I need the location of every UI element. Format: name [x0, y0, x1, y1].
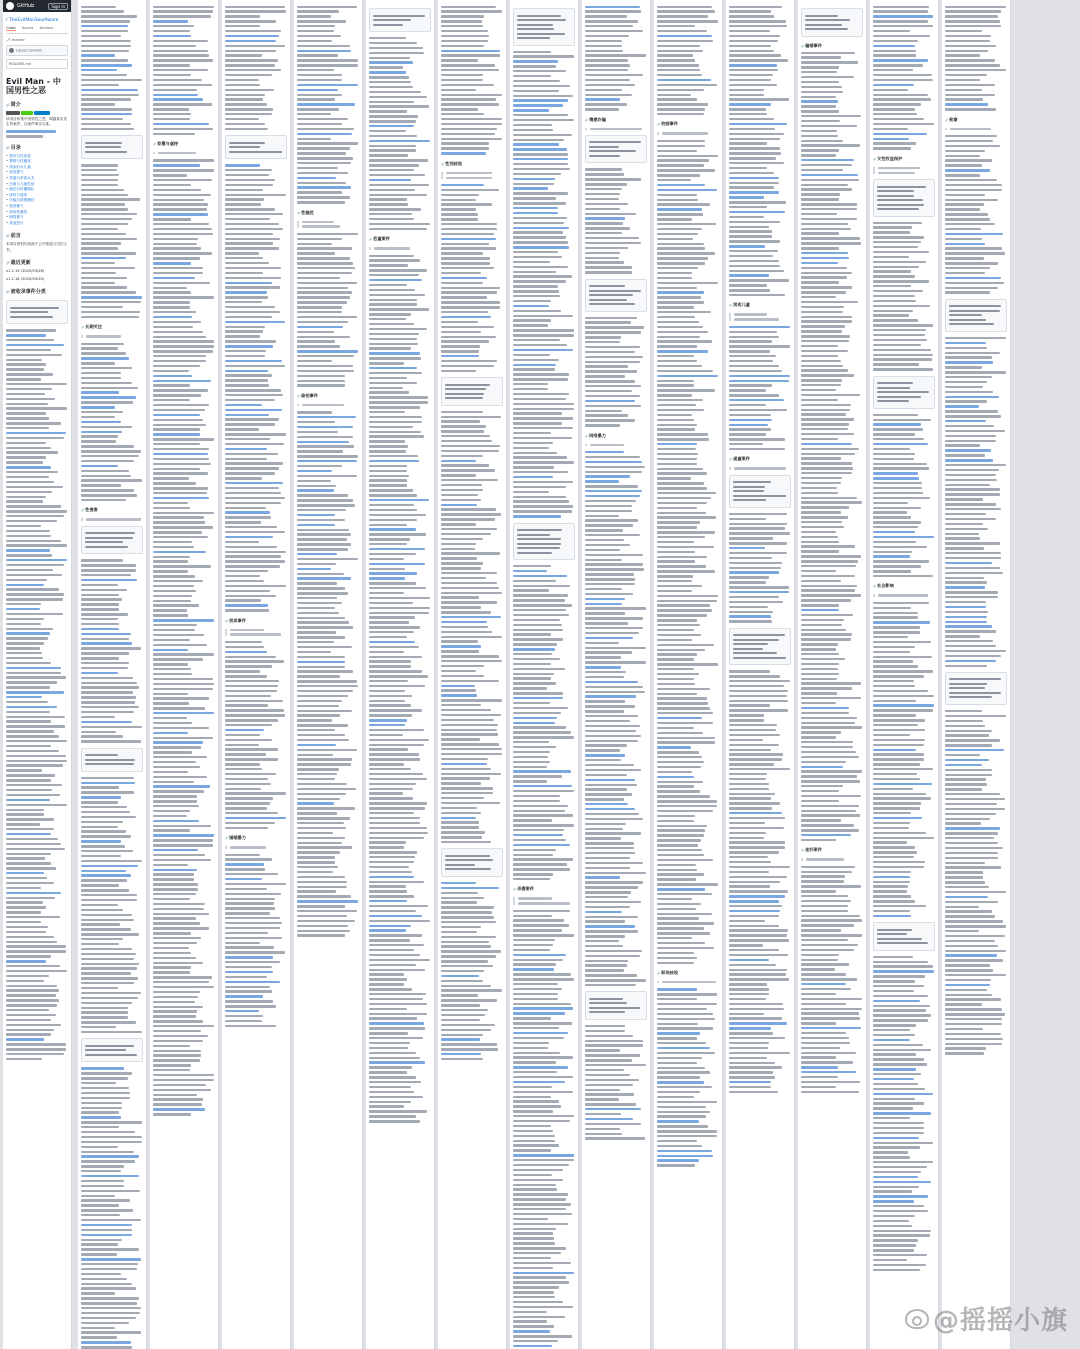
- code-block: [729, 628, 791, 666]
- repo-tabs: [6, 25, 68, 34]
- text-block: [225, 641, 287, 829]
- code-block: [441, 848, 503, 877]
- code-block: [873, 922, 935, 951]
- blockquote: [369, 247, 431, 249]
- readme-title: Evil Man - 中国男性之恶: [6, 77, 61, 95]
- text-block: [441, 882, 503, 1060]
- section-heading: 🔗 校园事件: [657, 121, 719, 127]
- text-block: [657, 988, 719, 1166]
- text-block: [153, 932, 215, 1115]
- text-block: [657, 6, 719, 116]
- section-heading: 🔗 杀妻案件: [513, 886, 575, 892]
- blockquote: [585, 128, 647, 130]
- toc-link[interactable]: • 虐待与遗弃: [6, 193, 68, 199]
- code-block: [81, 1038, 143, 1062]
- github-header: [3, 0, 71, 12]
- code-block: [513, 8, 575, 46]
- text-block: [801, 648, 863, 841]
- text-block: [225, 854, 287, 1028]
- section-intro-heading: 🔗 简介: [6, 101, 68, 108]
- text-block: [873, 6, 935, 150]
- text-block: [369, 690, 431, 864]
- text-block: [585, 637, 647, 825]
- section-heading: 🔗 性骚扰: [297, 210, 359, 216]
- text-block: [369, 1003, 431, 1123]
- text-block: [81, 777, 143, 926]
- text-block: [873, 1093, 935, 1271]
- section-heading: 🔗 家暴与虐待: [153, 141, 215, 147]
- text-block: [585, 1025, 647, 1140]
- repo-path-link[interactable]: / TheEvilManSoulAware: [6, 18, 59, 23]
- text-block: [513, 910, 575, 1079]
- page-strip-7: [438, 0, 507, 1349]
- toc-link[interactable]: • 偷拍与传播隐私: [6, 187, 68, 193]
- text-block: [441, 689, 503, 843]
- blockquote: [729, 467, 791, 469]
- text-block: [945, 498, 1007, 667]
- text-block: [657, 600, 719, 793]
- text-block: [153, 345, 215, 509]
- section-heading: 🔗 社会影响: [873, 583, 935, 589]
- text-block: [153, 629, 215, 754]
- sign-in-button[interactable]: Sign in: [48, 3, 68, 10]
- code-block: [873, 376, 935, 409]
- toc-link[interactable]: • 恋童与儿童性侵: [6, 182, 68, 188]
- text-block: [729, 6, 791, 155]
- code-block: [441, 377, 503, 406]
- update-item: v1.2.19 (2020/03/26): [6, 268, 45, 273]
- section-heading: 🔗 致谢: [945, 117, 1007, 123]
- text-block: [297, 233, 359, 387]
- text-block: [657, 419, 719, 597]
- text-block: [6, 329, 68, 1060]
- blockquote: [657, 132, 719, 134]
- tab-issues[interactable]: Issues: [21, 25, 34, 30]
- text-block: [585, 828, 647, 987]
- text-block: [513, 1081, 575, 1259]
- text-block: [297, 533, 359, 667]
- text-block: [369, 37, 431, 230]
- commit-label: Latest commit: [16, 48, 42, 53]
- branch-selector[interactable]: ⎇ master: [6, 37, 25, 42]
- toc-link[interactable]: • 网络暴力: [6, 215, 68, 221]
- page-strip-4: [222, 0, 291, 1349]
- text-block: [729, 326, 791, 451]
- section-preface-heading: 🔗 前言: [6, 232, 68, 239]
- text-block: [513, 51, 575, 239]
- section-heading: 🔗 恋童案件: [369, 236, 431, 242]
- text-block: [297, 6, 359, 204]
- text-block: [369, 255, 431, 360]
- section-heading: 🔗 性侵害: [81, 507, 143, 513]
- file-list: [6, 59, 68, 69]
- blockquote: [801, 858, 863, 860]
- code-block: [81, 748, 143, 772]
- text-block: [441, 411, 503, 565]
- text-block: [873, 602, 935, 736]
- text-block: [585, 168, 647, 273]
- text-block: [729, 157, 791, 296]
- badge-icon[interactable]: [6, 111, 20, 115]
- blockquote: [945, 128, 1007, 130]
- text-block: [801, 866, 863, 986]
- blockquote: [873, 167, 935, 174]
- text-block: [873, 956, 935, 1090]
- toc-link[interactable]: • 诈骗与情感操控: [6, 198, 68, 204]
- text-block: [729, 778, 791, 908]
- section-heading: 🔗 骗婚事件: [801, 43, 863, 49]
- page-strip-14: [942, 0, 1011, 1349]
- text-block: [369, 866, 431, 1000]
- tab-actions[interactable]: Actions: [39, 25, 54, 30]
- intro-text: 该项目收集中国男性之恶，揭露真实发生的案件，以案件事实为准。: [6, 117, 68, 127]
- weibo-icon: [905, 1309, 929, 1329]
- page-strip-9: [582, 0, 651, 1349]
- text-block: [225, 164, 287, 298]
- latest-commit: [6, 45, 68, 56]
- text-block: [513, 368, 575, 517]
- text-block: [873, 222, 935, 371]
- text-block: [657, 795, 719, 964]
- text-block: [369, 362, 431, 516]
- badge-icon[interactable]: [34, 111, 50, 115]
- blockquote: [81, 518, 143, 520]
- toc-link[interactable]: • 杀妻与杀害女友: [6, 176, 68, 182]
- toc-link[interactable]: • 家庭暴力: [6, 170, 68, 176]
- toc-link[interactable]: • 猥亵与性骚扰: [6, 159, 68, 165]
- watermark: [905, 1300, 1068, 1337]
- toc-link[interactable]: • 职场性骚扰: [6, 210, 68, 216]
- text-block: [153, 512, 215, 627]
- page-strip-12: [798, 0, 867, 1349]
- text-block: [585, 317, 647, 427]
- avatar: [9, 48, 14, 53]
- section-categories-heading: 🔗 被收录事件分类: [6, 288, 68, 295]
- branch-name: master: [11, 37, 25, 42]
- code-block: [945, 299, 1007, 332]
- text-block: [81, 1248, 143, 1349]
- text-block: [585, 451, 647, 634]
- toc-link[interactable]: • 拐卖妇女儿童: [6, 165, 68, 171]
- code-block: [873, 179, 935, 217]
- code-block: [729, 475, 791, 508]
- update-item: v1.2.18 (2020/03/20): [6, 277, 45, 282]
- toc-link[interactable]: • 校园暴力: [6, 204, 68, 210]
- blockquote: [297, 221, 359, 228]
- blockquote: [225, 629, 287, 636]
- text-block: [945, 710, 1007, 908]
- blockquote: [297, 404, 359, 406]
- text-block: [657, 140, 719, 245]
- text-block: [81, 928, 143, 1033]
- text-block: [81, 164, 143, 318]
- text-block: [729, 670, 791, 775]
- section-heading: 🔗 婚姻暴力: [225, 835, 287, 841]
- code-block: [369, 8, 431, 32]
- section-heading: 🔗 长期关注: [81, 324, 143, 330]
- text-block: [369, 519, 431, 688]
- text-block: [873, 414, 935, 578]
- text-block: [153, 159, 215, 342]
- text-block: [441, 567, 503, 687]
- toc-link[interactable]: • 其他恶行: [6, 221, 68, 227]
- page-strip-5: [294, 0, 363, 1349]
- badge-row: [6, 111, 68, 115]
- readme-file-link[interactable]: README.md: [9, 62, 32, 66]
- text-block: [801, 52, 863, 196]
- page-strip-6: [366, 0, 435, 1349]
- tab-code[interactable]: Code: [6, 25, 16, 30]
- section-heading: 🔗 拐卖儿童: [729, 302, 791, 308]
- text-block: [81, 1067, 143, 1245]
- text-block: [513, 1262, 575, 1349]
- code-block: [585, 991, 647, 1020]
- text-block: [945, 337, 1007, 496]
- blockquote: [81, 335, 143, 337]
- blockquote: [585, 444, 647, 446]
- text-block: [513, 565, 575, 709]
- text-block: [801, 988, 863, 1093]
- preface-text: 本项目资料均来源于公开报道与司法文书。: [6, 242, 68, 252]
- page-strip-11: [726, 0, 795, 1349]
- text-block: [945, 135, 1007, 294]
- text-block: [297, 411, 359, 531]
- section-heading: 🔗 性别歧视: [441, 161, 503, 167]
- section-heading: 🔗 虐童案件: [729, 456, 791, 462]
- site-name: GitHub: [17, 3, 35, 9]
- github-logo-icon[interactable]: [6, 2, 14, 10]
- text-block: [945, 6, 1007, 111]
- text-block: [225, 301, 287, 479]
- code-block: [513, 523, 575, 561]
- text-block: [81, 6, 143, 131]
- blockquote: [441, 172, 503, 179]
- text-block: [441, 184, 503, 372]
- text-block: [441, 6, 503, 155]
- page-strip-1: [3, 0, 72, 1349]
- text-block: [225, 6, 287, 131]
- code-block: [225, 135, 287, 159]
- code-block: [6, 300, 68, 324]
- text-block: [585, 6, 647, 111]
- text-block: [945, 910, 1007, 1054]
- section-heading: 🔗 女性权益保护: [873, 156, 935, 162]
- text-block: [297, 807, 359, 937]
- watermark-text: @摇摇小旗: [932, 1306, 1068, 1336]
- code-block: [81, 526, 143, 555]
- page-strip-10: [654, 0, 723, 1349]
- text-block: [81, 559, 143, 742]
- section-heading: 🔗 偷拍事件: [297, 393, 359, 399]
- text-block: [801, 360, 863, 509]
- text-block: [513, 241, 575, 366]
- blockquote: [873, 594, 935, 596]
- blockquote: [513, 897, 575, 904]
- text-block: [81, 343, 143, 502]
- code-block: [585, 279, 647, 312]
- text-block: [729, 910, 791, 1093]
- code-block: [801, 8, 863, 37]
- toc-list: [6, 154, 68, 227]
- text-block: [801, 198, 863, 357]
- code-block: [585, 135, 647, 164]
- section-heading: 🔗 情感诈骗: [585, 117, 647, 123]
- section-heading: 🔗 网络暴力: [585, 433, 647, 439]
- page-strip-2: [78, 0, 147, 1349]
- text-block: [873, 739, 935, 917]
- blockquote: [657, 981, 719, 983]
- blockquote: [153, 152, 215, 154]
- section-heading: 🔗 职场歧视: [657, 970, 719, 976]
- text-block: [801, 511, 863, 645]
- section-heading: 🔗 迷奸案件: [801, 847, 863, 853]
- text-block: [513, 712, 575, 881]
- blockquote: [225, 846, 287, 848]
- toc-link[interactable]: • 强奸与性侵害: [6, 154, 68, 160]
- page-strip-8: [510, 0, 579, 1349]
- blockquote: [729, 313, 791, 320]
- text-block: [225, 482, 287, 612]
- code-block: [81, 135, 143, 159]
- text-block: [153, 6, 215, 136]
- section-updates-heading: 🔗 最近更新: [6, 259, 68, 266]
- badge-icon[interactable]: [21, 111, 33, 115]
- text-block: [657, 247, 719, 416]
- code-block: [945, 672, 1007, 705]
- page-strip-13: [870, 0, 939, 1349]
- text-block: [729, 513, 791, 623]
- section-toc-heading: 🔗 目录: [6, 144, 68, 151]
- section-heading: 🔗 拐卖事件: [225, 618, 287, 624]
- text-block: [297, 670, 359, 804]
- page-strip-3: [150, 0, 219, 1349]
- text-block: [153, 756, 215, 930]
